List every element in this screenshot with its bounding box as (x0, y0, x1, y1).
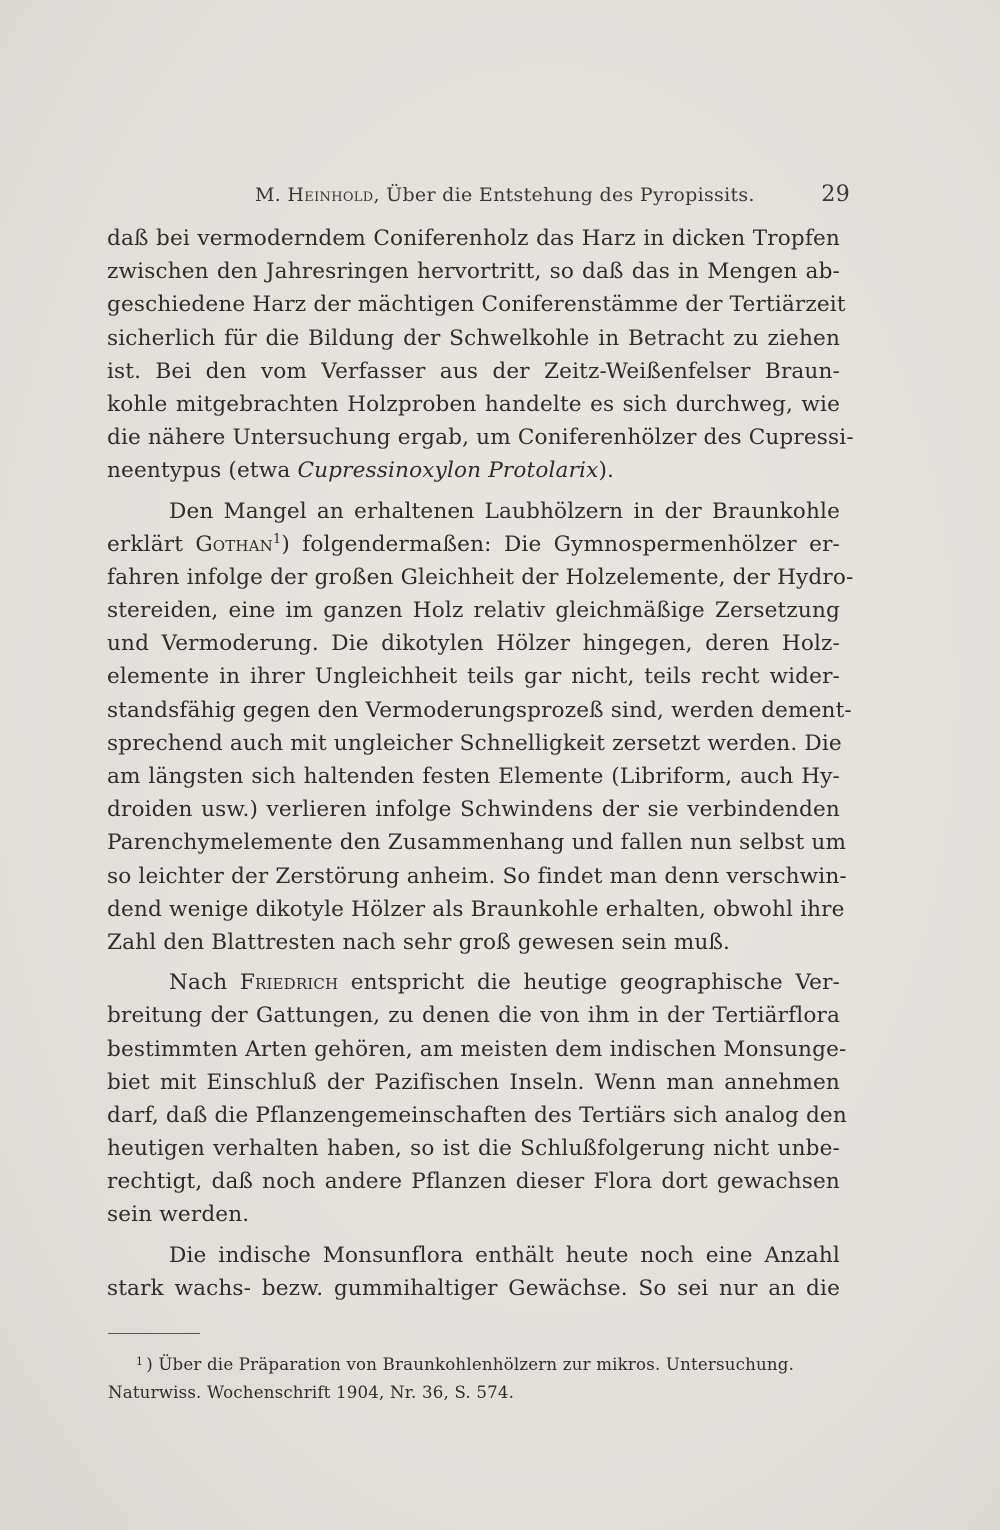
text-line (107, 454, 840, 487)
paragraph-1 (107, 222, 854, 488)
footnote-1-continuation: Naturwiss. Wochenschrift 1904, Nr. 36, S. 574. (108, 1383, 515, 1402)
footnotes (108, 1348, 838, 1407)
text-line: breitung der Gattungen, zu denen die von ihm in der Tertiärflora (107, 1003, 840, 1029)
author-name-gothan: Gothan (195, 531, 273, 557)
running-head (255, 180, 850, 216)
text-line: so leichter der Zerstörung anheim. So findet man denn verschwin- (107, 863, 847, 889)
running-head-author: M. Heinhold, (255, 184, 380, 206)
text-line: sein werden. (107, 1202, 250, 1228)
text-line: elemente in ihrer Ungleichheit teils gar nicht, teils recht wider- (107, 664, 840, 690)
footnote-divider (108, 1333, 200, 1334)
text-line: standsfähig gegen den Vermoderungsprozeß sind, werden dement- (107, 697, 852, 723)
text-line: die nähere Untersuchung ergab, um Coniferenhölzer des Cupressi- (107, 425, 854, 451)
footnote-marker: 1 (136, 1355, 144, 1368)
text-segment: Nach (169, 970, 240, 996)
text-line: droiden usw.) verlieren infolge Schwindens der sie verbindenden (107, 797, 840, 823)
running-head-title (255, 184, 755, 206)
text-line: dend wenige dikotyle Hölzer als Braunkohle erhalten, obwohl ihre (107, 896, 845, 922)
text-line (107, 966, 840, 999)
text-line: geschiedene Harz der mächtigen Coniferenstämme der Tertiärzeit (107, 292, 846, 318)
author-name-friedrich: Friedrich (239, 970, 339, 996)
footnote-reference[interactable]: 1 (272, 531, 282, 547)
text-line: ist. Bei den vom Verfasser aus der Zeitz-Weißenfelser Braun- (107, 358, 840, 384)
text-line: fahren infolge der großen Gleichheit der Holzelemente, der Hydro- (107, 564, 854, 590)
text-line: daß bei vermoderndem Coniferenholz das Harz in dicken Tropfen (107, 226, 840, 251)
body-text (107, 222, 854, 1305)
text-line: sicherlich für die Bildung der Schwelkohle in Betracht zu ziehen (107, 325, 840, 351)
text-line: biet mit Einschluß der Pazifischen Inseln. Wenn man annehmen (107, 1069, 840, 1095)
footnote-text: ) Über die Präparation von Braunkohlenhölzern zur mikros. Untersuchung. (146, 1355, 795, 1374)
text-line: sprechend auch mit ungleicher Schnelligkeit zersetzt werden. Die (107, 730, 842, 756)
text-line: darf, daß die Pflanzengemeinschaften des Tertiärs sich analog den (107, 1102, 847, 1128)
text-line: Die indische Monsunflora enthält heute noch eine Anzahl (169, 1242, 840, 1268)
text-line: rechtigt, daß noch andere Pflanzen dieser Flora dort gewachsen (107, 1169, 840, 1195)
paragraph-4 (107, 1239, 840, 1305)
text-segment: ) folgendermaßen: Die Gymnospermenhölzer er- (281, 531, 840, 557)
text-segment: neentypus (etwa (107, 458, 298, 484)
text-segment: ). (598, 458, 615, 484)
text-line: Parenchymelemente den Zusammenhang und fallen nun selbst um (107, 830, 847, 856)
text-line: und Vermoderung. Die dikotylen Hölzer hingegen, deren Holz- (107, 631, 840, 657)
text-line: bestimmten Arten gehören, am meisten dem indischen Monsunge- (107, 1036, 847, 1062)
text-line (107, 528, 840, 561)
paragraph-2 (107, 495, 854, 960)
text-line: heutigen verhalten haben, so ist die Schlußfolgerung nicht unbe- (107, 1136, 840, 1162)
species-name: Cupressinoxylon Protolarix (297, 458, 599, 484)
text-line: zwischen den Jahresringen hervortritt, so daß das in Mengen ab- (107, 259, 840, 285)
page-number: 29 (821, 182, 850, 207)
paragraph-3 (107, 966, 847, 1232)
text-line: Zahl den Blattresten nach sehr groß gewesen sein muß. (107, 929, 731, 955)
text-line: Den Mangel an erhaltenen Laubhölzern in der Braunkohle (169, 498, 840, 524)
text-segment: entspricht die heutige geographische Ver- (338, 970, 840, 996)
text-line: stark wachs- bezw. gummihaltiger Gewächse. So sei nur an die (107, 1275, 840, 1301)
text-line: am längsten sich haltenden festen Elemente (Libriform, auch Hy- (107, 764, 840, 789)
text-line: stereiden, eine im ganzen Holz relativ gleichmäßige Zersetzung (107, 598, 840, 624)
text-line: kohle mitgebrachten Holzproben handelte es sich durchweg, wie (107, 391, 840, 417)
footnote-1 (108, 1348, 838, 1379)
text-segment: erklärt (107, 531, 196, 557)
running-head-article-title: Über die Entstehung des Pyropissits. (386, 184, 755, 206)
